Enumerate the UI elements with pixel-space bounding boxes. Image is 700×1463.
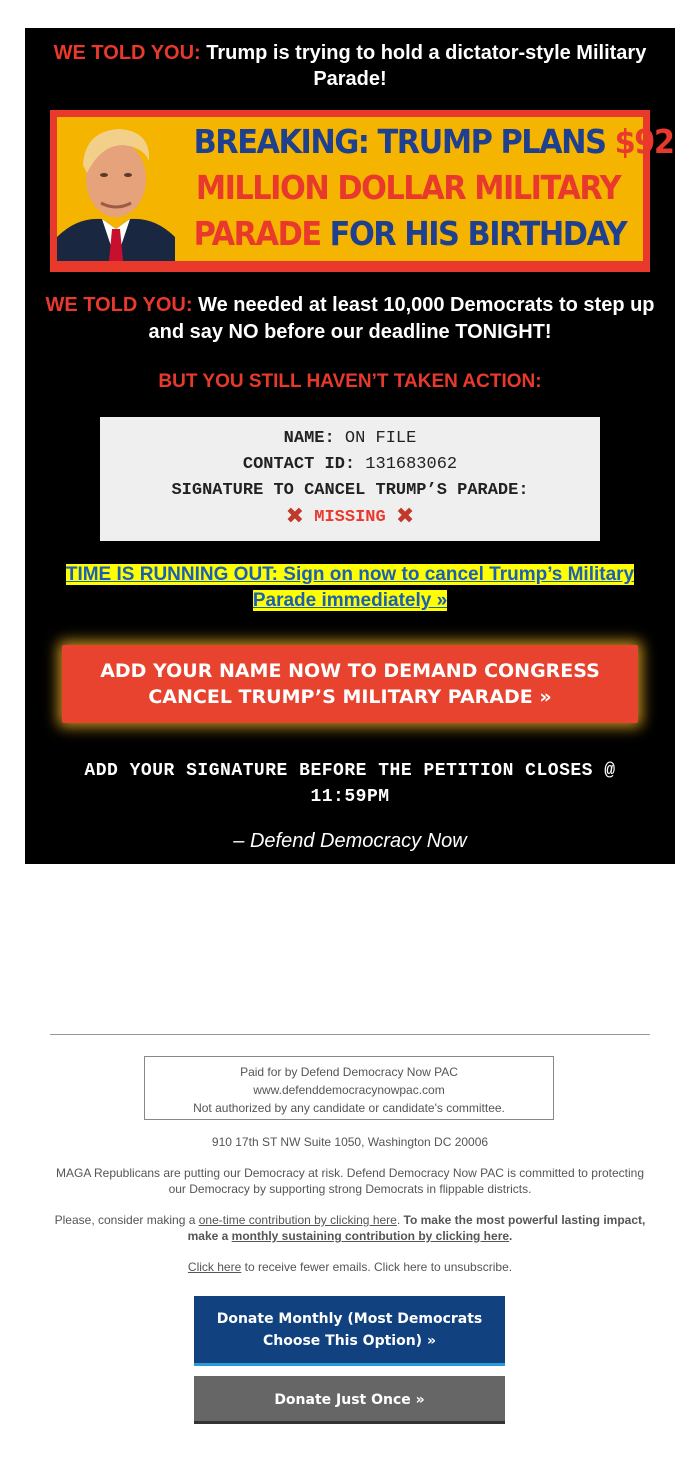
mission-text: MAGA Republicans are putting our Democracy at risk. Defend Democracy Now PAC is committed to protecting our Democracy by supporting strong Democrats in flippable districts.: [55, 1166, 644, 1196]
banner-line3-red: PARADE: [193, 214, 321, 253]
record-status-row: [100, 504, 600, 531]
website-text: www.defenddemocracynowpac.com: [253, 1083, 445, 1097]
headline-deadline: [35, 292, 665, 346]
fewer-emails-text: [50, 1259, 650, 1275]
headline-text: Trump is trying to hold a dictator-style Military Parade!: [206, 42, 647, 90]
cross-mark-icon: ✖: [285, 504, 305, 529]
one-time-contribution-link[interactable]: one-time contribution by clicking here: [198, 1213, 397, 1227]
contrib-bold-prefix: To make the most powerful lasting impact, make a: [187, 1213, 646, 1243]
donate-once-button[interactable]: Donate Just Once »: [194, 1376, 505, 1424]
disclaimer-text: Not authorized by any candidate or candidate's committee.: [193, 1101, 505, 1115]
email-body: [25, 28, 675, 864]
record-name-row: [100, 426, 600, 452]
monthly-contribution-link[interactable]: monthly sustaining contribution by clicking here: [231, 1229, 510, 1243]
headline-trump-parade: [45, 40, 655, 92]
paid-by-text: Paid for by Defend Democracy Now PAC: [240, 1065, 458, 1079]
contribution-text: Please, consider making a one-time contribution by clicking here. To make the most powerful lasting impact, make a monthly sustaining contribution by clicking here.: [54, 1213, 646, 1243]
petition-deadline: ADD YOUR SIGNATURE BEFORE THE PETITION CLOSES @ 11:59PM: [84, 761, 616, 807]
address-text: 910 17th ST NW Suite 1050, Washington DC 20006: [211, 1135, 489, 1149]
fewer-emails-link[interactable]: Click here: [187, 1260, 242, 1274]
record-signature-row: [100, 478, 600, 504]
record-contact-row: [100, 452, 600, 478]
cross-mark-icon: ✖: [395, 504, 415, 529]
name-value: ON FILE: [344, 429, 417, 448]
banner-line2: MILLION DOLLAR MILITARY: [195, 168, 621, 207]
donate-monthly-button[interactable]: Donate Monthly (Most Democrats Choose This Option) »: [194, 1296, 505, 1366]
trump-portrait-image: [57, 117, 175, 261]
signature-record-box: [100, 417, 600, 541]
headline2-lead: WE TOLD YOU:: [45, 294, 193, 316]
banner-line1-blue: BREAKING: TRUMP PLANS: [193, 122, 606, 161]
banner-headline: [193, 119, 674, 257]
status-missing: MISSING: [314, 508, 386, 527]
name-label: NAME:: [283, 429, 335, 448]
headline-no-action: BUT YOU STILL HAVEN’T TAKEN ACTION:: [158, 371, 542, 392]
fewer-emails-rest: to receive fewer emails. Click here to unsubscribe.: [244, 1260, 513, 1274]
add-name-button[interactable]: ADD YOUR NAME NOW TO DEMAND CONGRESS CANCEL TRUMP’S MILITARY PARADE »: [62, 645, 638, 723]
headline-lead: WE TOLD YOU:: [53, 42, 201, 64]
paid-for-by-box: [144, 1056, 554, 1120]
footer-divider: [50, 1034, 650, 1035]
banner-line1-red: $92: [614, 122, 674, 161]
urgent-message: [35, 562, 665, 614]
sign-now-link[interactable]: TIME IS RUNNING OUT: Sign on now to cancel Trump’s Military Parade immediately »: [65, 564, 635, 611]
banner-line3-blue: FOR HIS BIRTHDAY: [329, 214, 627, 253]
headline2-text: We needed at least 10,000 Democrats to step up and say NO before our deadline TONIGHT!: [148, 294, 655, 343]
contact-value: 131683062: [365, 455, 458, 474]
breaking-banner-image[interactable]: [50, 110, 674, 272]
banner-inner: [57, 117, 674, 261]
contact-label: CONTACT ID:: [242, 455, 356, 474]
contrib-prefix: Please, consider making a: [54, 1213, 196, 1227]
signature-label: SIGNATURE TO CANCEL TRUMP’S PARADE:: [171, 481, 529, 500]
signoff: – Defend Democracy Now: [233, 830, 467, 852]
